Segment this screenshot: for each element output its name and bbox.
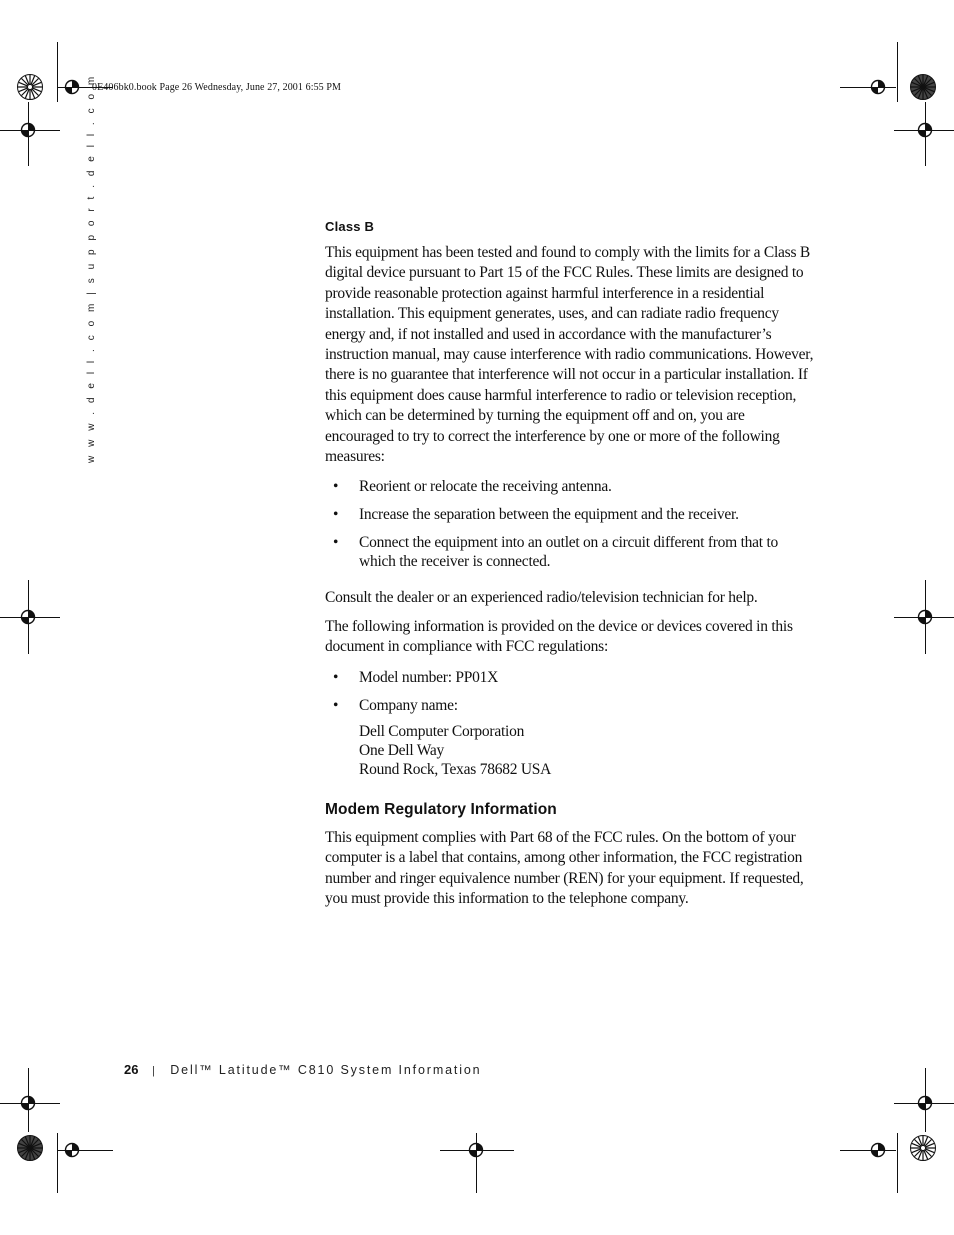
class-b-paragraph: This equipment has been tested and found to comply with the limits for a Class B digital device pursuant to Part 15 of the FCC Rules. These limits are designed to provide reasonable protection against harmful interference in a residential installation. This equipment generates, uses, and can radiate radio frequency energy and, if not installed and used in accordance with the manufacturer’s instruction manual, may cause interference with radio communications. However, there is no guarantee that interference will not occur in a particular installation. If this equipment does cause harmful interference to radio or television reception, which can be determined by turning the equipment off and on, you are encouraged to try to correct the interference by one or more of the following measures: [325, 244, 814, 466]
address-line: One Dell Way [359, 741, 444, 759]
modem-section-heading: Modem Regulatory Information [325, 800, 557, 818]
color-rosette-icon [910, 74, 936, 100]
registration-mark-icon [870, 1142, 886, 1158]
address-line: Dell Computer Corporation [359, 722, 525, 740]
list-item [325, 668, 817, 687]
registration-mark-icon [870, 79, 886, 95]
registration-mark-icon [64, 1142, 80, 1158]
consult-paragraph: Consult the dealer or an experienced radio/television technician for help. [325, 589, 758, 607]
list-item [325, 477, 817, 496]
list-item [325, 505, 817, 524]
list-item-text: Reorient or relocate the receiving antenna. [359, 478, 612, 496]
print-header-info: 0E406bk0.book Page 26 Wednesday, June 27, 2001 6:55 PM [92, 82, 342, 93]
side-website-text: w w w . d e l l . c o m | s u p p o r t . d e l l . c o m [86, 73, 97, 463]
class-b-heading: Class B [325, 219, 375, 234]
list-item-text: Connect the equipment into an outlet on a circuit different from that to which the receiver is connected. [359, 534, 779, 571]
footer-document-title: Dell™ Latitude™ C810 System Information [170, 1063, 482, 1077]
registration-mark-icon [20, 609, 36, 625]
bullet-icon: • [333, 478, 339, 496]
registration-mark-icon [20, 1095, 36, 1111]
registration-mark-icon [917, 1095, 933, 1111]
interference-measures-list [325, 477, 817, 571]
list-item-text: Increase the separation between the equipment and the receiver. [359, 506, 739, 524]
color-rosette-icon [17, 74, 43, 100]
page-footer [124, 1062, 481, 1077]
page-number: 26 [124, 1062, 139, 1077]
color-rosette-icon [910, 1135, 936, 1161]
modem-paragraph: This equipment complies with Part 68 of the FCC rules. On the bottom of your computer is a label that contains, among other information, the FCC registration number and ringer equivalence number (REN) for your equipment. If requested, you must provide this information to the telephone company. [325, 828, 804, 907]
model-number-text: Model number: PP01X [359, 668, 499, 686]
company-address [359, 722, 817, 779]
info-intro-paragraph: The following information is provided on the device or devices covered in this document in compliance with FCC regulations: [325, 617, 793, 656]
registration-mark-icon [917, 122, 933, 138]
bullet-icon: • [333, 668, 339, 686]
registration-mark-icon [468, 1142, 484, 1158]
bullet-icon: • [333, 506, 339, 524]
company-name-label: Company name: [359, 696, 458, 714]
list-item [325, 533, 817, 571]
main-content [325, 219, 817, 917]
address-line: Round Rock, Texas 78682 USA [359, 760, 552, 778]
registration-mark-icon [917, 609, 933, 625]
color-rosette-icon [17, 1135, 43, 1161]
bullet-icon: • [333, 534, 339, 552]
list-item [325, 696, 817, 715]
registration-mark-icon [20, 122, 36, 138]
registration-mark-icon [64, 79, 80, 95]
device-info-list [325, 668, 817, 715]
bullet-icon: • [333, 696, 339, 714]
footer-separator: | [151, 1065, 155, 1077]
